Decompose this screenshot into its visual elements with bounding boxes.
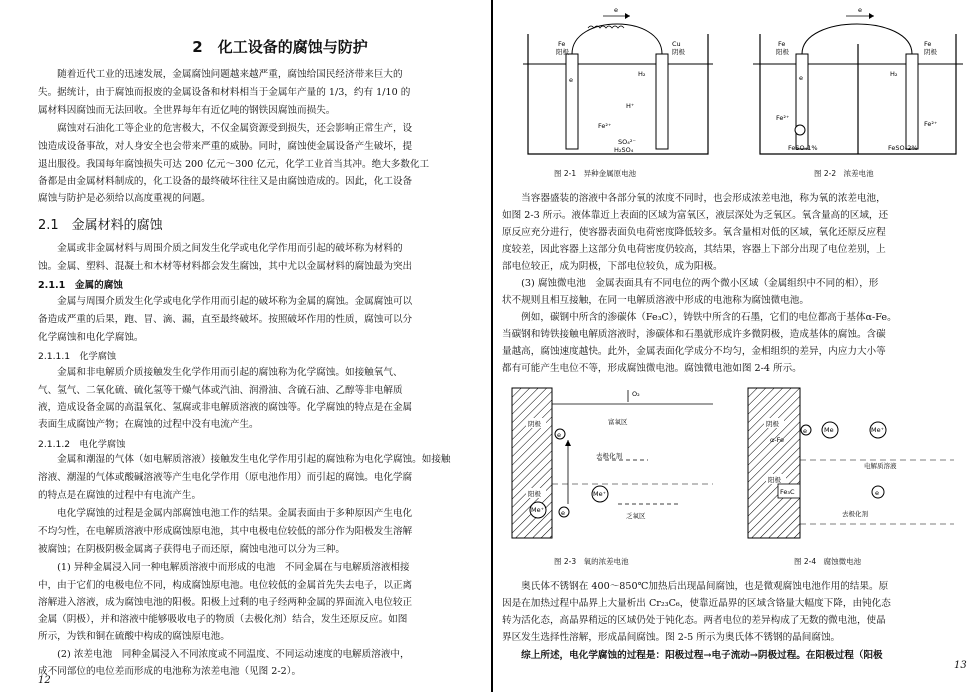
text-line: (2) 浓差电池 同种金属浸入不同浓度或不同温度、不同运动速度的电解质溶液中，: [38, 649, 410, 660]
text-line: 金属和非电解质介质接触发生化学作用而引起的腐蚀称为化学腐蚀。如接触氧气、: [38, 367, 403, 378]
text-line: 退出服役。我国每年腐蚀损失可达 200 亿元～300 亿元，化学工业首当其冲。绝大多数化工: [38, 159, 430, 170]
figure-caption: 图 2-1 异种金属原电池: [554, 169, 637, 178]
cathode-label: 阴极: [672, 48, 685, 56]
text-line: 成不同部位的电位差而形成的电池称为浓差电池（见图 2-2）。: [38, 666, 302, 677]
text-line: (1) 异种金属浸入同一种电解质溶液中而形成的电池 不同金属在与电解质溶液相接: [38, 562, 410, 573]
metal-ion-label: Me⁺: [531, 506, 545, 514]
fe3c-label: Fe₃C: [780, 488, 795, 496]
fe-label: Fe: [924, 40, 932, 48]
text-line: 都有可能产生电位不等，形成腐蚀微电池。腐蚀微电池如图 2-4 所示。: [502, 363, 802, 374]
figure-2-4-micro-cell: [744, 384, 964, 544]
section-heading-2-1-1-1: 2.1.1.1 化学腐蚀: [38, 351, 117, 362]
fe-cathode-electrode: [906, 54, 918, 149]
text-line: 转为活化态，高晶界稍远的区域仍处于钝化态。两者电位的差异构成了无数的微电池，使晶: [502, 615, 886, 626]
text-line: 失。据统计，由于腐蚀而报废的金属设备和材料相当于金属年产量的 1/3，约有 1/10 的: [38, 87, 411, 98]
text-line: 蚀造成设备事故，对人身安全也会带来严重的威胁。同时，腐蚀使金属设备产生破坏，提: [38, 141, 413, 152]
electron-label: e: [557, 431, 561, 439]
text-line: 液，造成设备金属的高温氧化、氢腐或非电解质溶液的腐蚀等。化学腐蚀的特点是在金属: [38, 402, 413, 413]
acid-label: H₂SO₄: [614, 146, 634, 154]
figure-caption: 图 2-4 腐蚀微电池: [794, 557, 862, 566]
cu-label: Cu: [672, 40, 681, 48]
figure-caption: 图 2-2 浓差电池: [814, 169, 874, 178]
alpha-fe-label: α-Fe: [770, 436, 785, 444]
text-line: 中，由于它们的电极电位不同，构成腐蚀原电池。电位较低的金属首先失去电子，以正离: [38, 580, 413, 591]
depolarizer-label: 去极化剂: [596, 452, 622, 460]
electron-label: e: [875, 489, 879, 497]
fe-label: Fe: [558, 40, 566, 48]
anode-label: 阳极: [528, 490, 541, 498]
text-line: 金属（阴极），并和溶液中能够吸收电子的物质（去极化剂）结合，发生还原反应。如图: [38, 614, 408, 625]
anode-label: 阳极: [776, 48, 789, 56]
text-line: 腐蚀与防护是必须给以高度重视的问题。: [38, 193, 211, 204]
figure-2-3-oxygen-cell: [508, 384, 718, 544]
text-line: 随着近代工业的迅速发展，金属腐蚀问题越来越严重，腐蚀给国民经济带来巨大的: [38, 69, 403, 80]
text-line: 备造成严重的后果，跑、冒、滴、漏，直至最终破坏。按照破坏作用的性质，腐蚀可以分: [38, 314, 413, 325]
section-heading-2-1-1: 2.1.1 金属的腐蚀: [38, 280, 123, 291]
cathode-label: 阴极: [924, 48, 937, 56]
text-line: 气、氢气、二氧化硫、硫化氢等干燥气体或汽油、润滑油、含硫石油、乙醇等非电解质: [38, 385, 403, 396]
metal-label: Me: [824, 426, 834, 434]
page-number: 12: [38, 675, 51, 686]
electron-label: e: [803, 427, 807, 435]
text-line: (3) 腐蚀微电池 金属表面具有不同电位的两个微小区域（金属组织中不同的相），形: [502, 278, 879, 289]
text-line: 被腐蚀；在阴极阴极金属离子获得电子而还原，腐蚀电池可以分为三种。: [38, 544, 345, 555]
hplus-label: H⁺: [626, 102, 635, 110]
electron-label: e: [561, 509, 565, 517]
figure-caption: 图 2-3 氧的浓差电池: [554, 557, 629, 566]
text-line: 的特点是在腐蚀的过程中有电流产生。: [38, 490, 202, 501]
anode-label: 阳极: [556, 48, 569, 56]
text-line: 表面生成腐蚀产物；在腐蚀的过程中没有电流产生。: [38, 419, 259, 430]
h2-label: H₂: [638, 70, 646, 78]
electron-label: e: [569, 76, 573, 84]
text-line: 状不规则且相互接触，在同一电解质溶液中形成的电池称为腐蚀微电池。: [502, 295, 809, 306]
o2-label: O₂: [632, 390, 640, 398]
text-line: 当容器盛装的溶液中各部分氧的浓度不同时，也会形成浓差电池，称为氧的浓差电池，: [502, 193, 886, 204]
section-heading-2-1-1-2: 2.1.1.2 电化学腐蚀: [38, 439, 126, 450]
text-line: 当碳钢和铸铁接触电解质溶液时，渗碳体和石墨就形成许多微阴极，造成基体的腐蚀。含碳: [502, 329, 886, 340]
figure-2-1-galvanic-cell: [518, 4, 718, 164]
cathode-label: 阴极: [528, 420, 541, 428]
electron-label: e: [858, 6, 862, 14]
so4-label: SO₄²⁻: [618, 138, 636, 146]
text-line: 溶解进入溶液，成为腐蚀电池的阳极。阳极上过剩的电子经两种金属的界面流入电位较正: [38, 597, 413, 608]
h2-label: H₂: [890, 70, 898, 78]
electron-label: e: [614, 6, 618, 14]
text-line: 不均匀性，在电解质溶液中形成腐蚀原电池，其中电极电位较低的部分作为阳极发生溶解: [38, 526, 413, 537]
text-line: 属材料因腐蚀而无法回收。全世界每年有近亿吨的钢铁因腐蚀而损失。: [38, 105, 336, 116]
text-line: 界区发生选择性溶解，形成晶间腐蚀。图 2-5 所示为奥氏体不锈钢的晶间腐蚀。: [502, 632, 841, 643]
text-line: 部电位较正，成为阴极，下部电位较负，成为阳极。: [502, 261, 723, 272]
fe2-label: Fe²⁺: [598, 122, 612, 130]
cathode-label: 阴极: [766, 420, 779, 428]
text-line: 奥氏体不锈钢在 400～850℃加热后出现晶间腐蚀，也是微观腐蚀电池作用的结果。原: [502, 581, 889, 592]
electrolyte-label: 电解质溶液: [864, 462, 897, 470]
fe2-ion-label: Fe²⁺: [776, 114, 790, 122]
text-line: 备都是由金属材料制成的，化工设备的最终破坏往往又是由腐蚀造成的。因此，化工设备: [38, 176, 413, 187]
text-line: 量越高，腐蚀速度越快。此外，金属表面化学成分不均匀，金相组织的差异，内应力大小等: [502, 346, 886, 357]
text-line: 度较差，因此容器上这部分负电荷密度仍较高，其结果，容器上下部分出现了电位差别，上: [502, 244, 886, 255]
solution-1-label: FeSO₄1%: [788, 144, 818, 152]
solution-2-label: FeSO₄2%: [888, 144, 918, 152]
depolarizer-label: 去极化剂: [842, 510, 868, 518]
text-line: 蚀。金属、塑料、混凝土和木材等材料都会发生腐蚀，其中尤以金属材料的腐蚀最为突出: [38, 261, 413, 272]
text-line: 原反应充分进行，使容器表面负电荷密度降低较多。氧含量相对低的区域，氧化还原反应程: [502, 227, 886, 238]
metal-ion-label: Me⁺: [871, 426, 885, 434]
metal-ion-label: Me⁺: [593, 490, 607, 498]
cu-electrode: [656, 54, 668, 149]
ion-circle: [795, 125, 805, 135]
oxygen-rich-zone-label: 富氧区: [608, 418, 628, 426]
text-line: 如图 2-3 所示。液体靠近上表面的区域为富氧区，液层深处为乏氧区。氧含量高的区域，还: [502, 210, 889, 221]
text-line: 例如，碳钢中所含的渗碳体（Fe₃C），铸铁中所含的石墨，它们的电位都高于基体α-Fe。: [502, 312, 897, 323]
text-line: 金属和潮湿的气体（如电解质溶液）接触发生电化学作用引起的腐蚀称为电化学腐蚀。如接触: [38, 454, 451, 465]
summary-line: 综上所述，电化学腐蚀的过程是：阳极过程→电子流动→阴极过程。在阳极过程（阳极: [502, 650, 883, 661]
text-line: 金属或非金属材料与周围介质之间发生化学或电化学作用而引起的破坏称为材料的: [38, 243, 403, 254]
fe-electrode: [566, 54, 578, 149]
text-line: 电化学腐蚀的过程是金属内部腐蚀电池工作的结果。金属表面由于多种原因产生电化: [38, 508, 413, 519]
section-heading-2-1: 2.1 金属材料的腐蚀: [38, 218, 163, 233]
fe2-ion-label: Fe²⁺: [924, 120, 938, 128]
text-line: 因是在加热过程中晶界上大量析出 Cr₂₃C₆，使靠近晶界的区域含铬量大幅度下降，由钝化态: [502, 598, 891, 609]
text-line: 所示，为铁和铜在硫酸中构成的腐蚀原电池。: [38, 631, 230, 642]
text-line: 腐蚀对石油化工等企业的危害极大，不仅金属资源受到损失，还会影响正常生产，设: [38, 123, 413, 134]
figure-2-2-concentration-cell: [748, 4, 968, 164]
right-page: [494, 0, 980, 692]
metal-wall: [748, 388, 800, 538]
chapter-title: 2 化工设备的腐蚀与防护: [192, 38, 368, 56]
electron-label: e: [799, 74, 803, 82]
fe-label: Fe: [778, 40, 786, 48]
text-line: 化学腐蚀和电化学腐蚀。: [38, 332, 144, 343]
text-line: 金属与周围介质发生化学或电化学作用而引起的破坏称为金属的腐蚀。金属腐蚀可以: [38, 296, 413, 307]
oxygen-lean-zone-label: 乏氧区: [626, 512, 646, 520]
anode-label: 阳极: [768, 476, 781, 484]
text-line: 溶液、潮湿的气体或酸碱溶液等产生电化学作用（原电池作用）而引起的腐蚀。电化学腐: [38, 472, 413, 483]
page-number: 13: [954, 660, 967, 671]
